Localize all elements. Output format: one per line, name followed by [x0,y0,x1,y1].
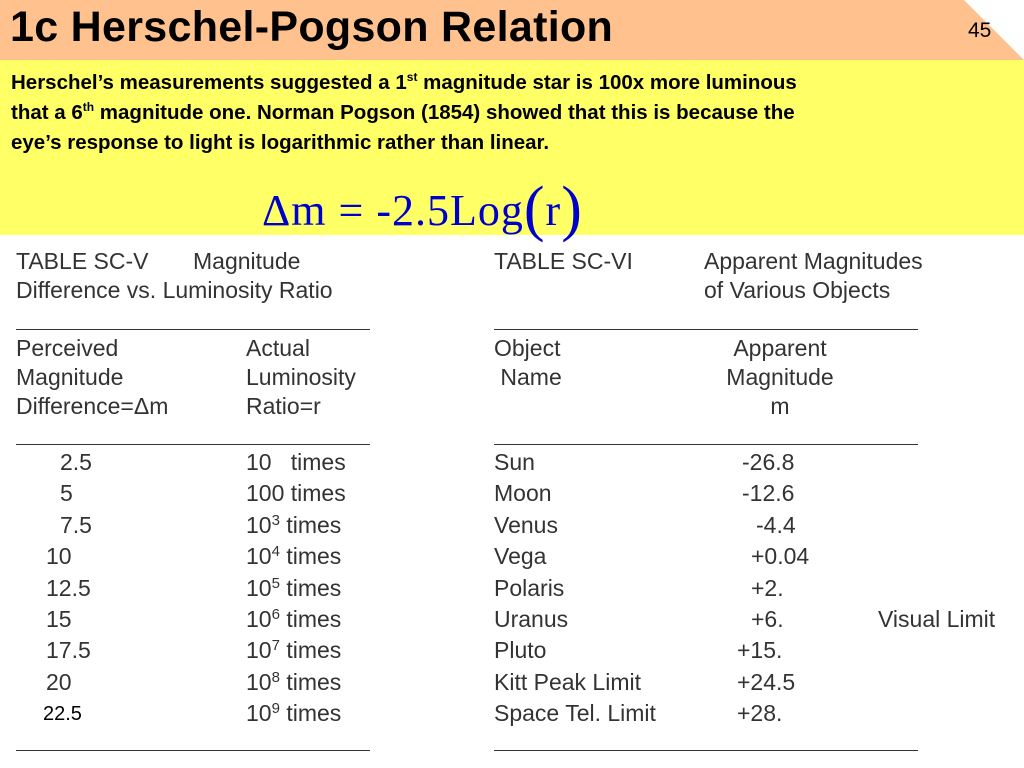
table6-magnitude-cell: -26.8 [742,449,795,475]
table5-rule-header [16,444,370,445]
table5-ratio-cell: $10^5$ times [246,574,342,601]
table5-dm-cell: 22.5 [43,703,82,726]
table6-magnitude-cell: -12.6 [742,480,795,507]
table6-magnitude-cell: +2. [751,574,784,601]
table6-object-cell: Pluto [494,637,547,664]
table5-ratio-cell: $10^8$ times [246,668,342,695]
table6-object-cell: Space Tel. Limit [494,700,656,727]
table6-caption-title: Apparent Magnitudes of Various Objects [704,248,923,303]
explanation-text [11,68,1016,158]
table6-magnitude-cell: +6. [751,606,784,632]
explanation-line-1: Herschel’s measurements suggested a 1st magnitude star is 100x more luminous [11,70,797,94]
table5-ratio-cell: $10^6$ times [246,606,342,632]
table6-object-cell: Vega [494,543,547,570]
explanation-line-3: eye’s response to light is logarithmic rather than linear. [11,131,550,154]
table6-magnitude-cell: -4.4 [756,511,796,538]
table6-magnitude-cell: +15. [737,637,783,664]
table6-magnitude-cell: +24.5 [737,668,796,695]
table6-object-cell: Venus [494,511,558,538]
table6-col2-header: Apparent Magnitude m [726,335,834,419]
table5-dm-cell: 15 [46,606,72,632]
table5-ratio-cell: 10 times [246,449,346,475]
table5-dm-cell: 17.5 [46,637,91,664]
table5-rule-top [16,329,370,330]
pogson-formula: Δm = -2.5Log(r) [262,175,583,243]
table5-caption-id: TABLE SC-V [16,248,149,274]
table5-dm-cell: 7.5 [60,511,92,538]
table5-dm-cell: 12.5 [46,574,91,601]
table6-magnitude-cell: +28. [737,700,783,727]
table5-rule-bottom [16,750,370,751]
table6-object-cell: Polaris [494,574,565,601]
table6-rule-header [494,444,918,445]
table5-ratio-cell: $10^7$ times [246,637,342,664]
table5-ratio-cell: $10^3$ times [246,511,342,538]
table5-dm-cell: 2.5 [60,449,92,475]
table5-dm-cell: 5 [60,480,73,507]
table5-col1-header: Perceived Magnitude Difference=Δm [16,335,169,419]
table6-object-cell: Uranus [494,606,569,632]
table5-dm-cell: 20 [46,668,72,695]
table6-col1-header: Object Name [494,335,562,390]
table6-object-cell: Kitt Peak Limit [494,668,641,695]
table5-ratio-cell: $10^9$ times [246,700,342,727]
slide-number: 45 [968,19,992,42]
table6-caption-id: TABLE SC-VI [494,248,633,274]
table6-rule-top [494,329,918,330]
table6-note-cell: Visual Limit [878,606,996,632]
table5-ratio-cell: $10^4$ times [246,543,342,570]
table5-caption-title: Magnitude [193,248,301,274]
table6-rule-bottom [494,750,918,751]
table6-object-cell: Sun [494,449,535,475]
table5-caption-title-line2: Difference vs. Luminosity Ratio [16,277,333,303]
explanation-line-2: that a 6th magnitude one. Norman Pogson (1854) showed that this is because the [11,100,795,124]
slide-title: 1c Herschel-Pogson Relation [10,3,614,51]
table5-dm-cell: 10 [46,543,72,570]
table6-object-cell: Moon [494,480,552,507]
table5-ratio-cell: 100 times [246,480,346,507]
table5-col2-header: Actual Luminosity Ratio=r [246,335,356,419]
table6-magnitude-cell: +0.04 [751,543,810,570]
